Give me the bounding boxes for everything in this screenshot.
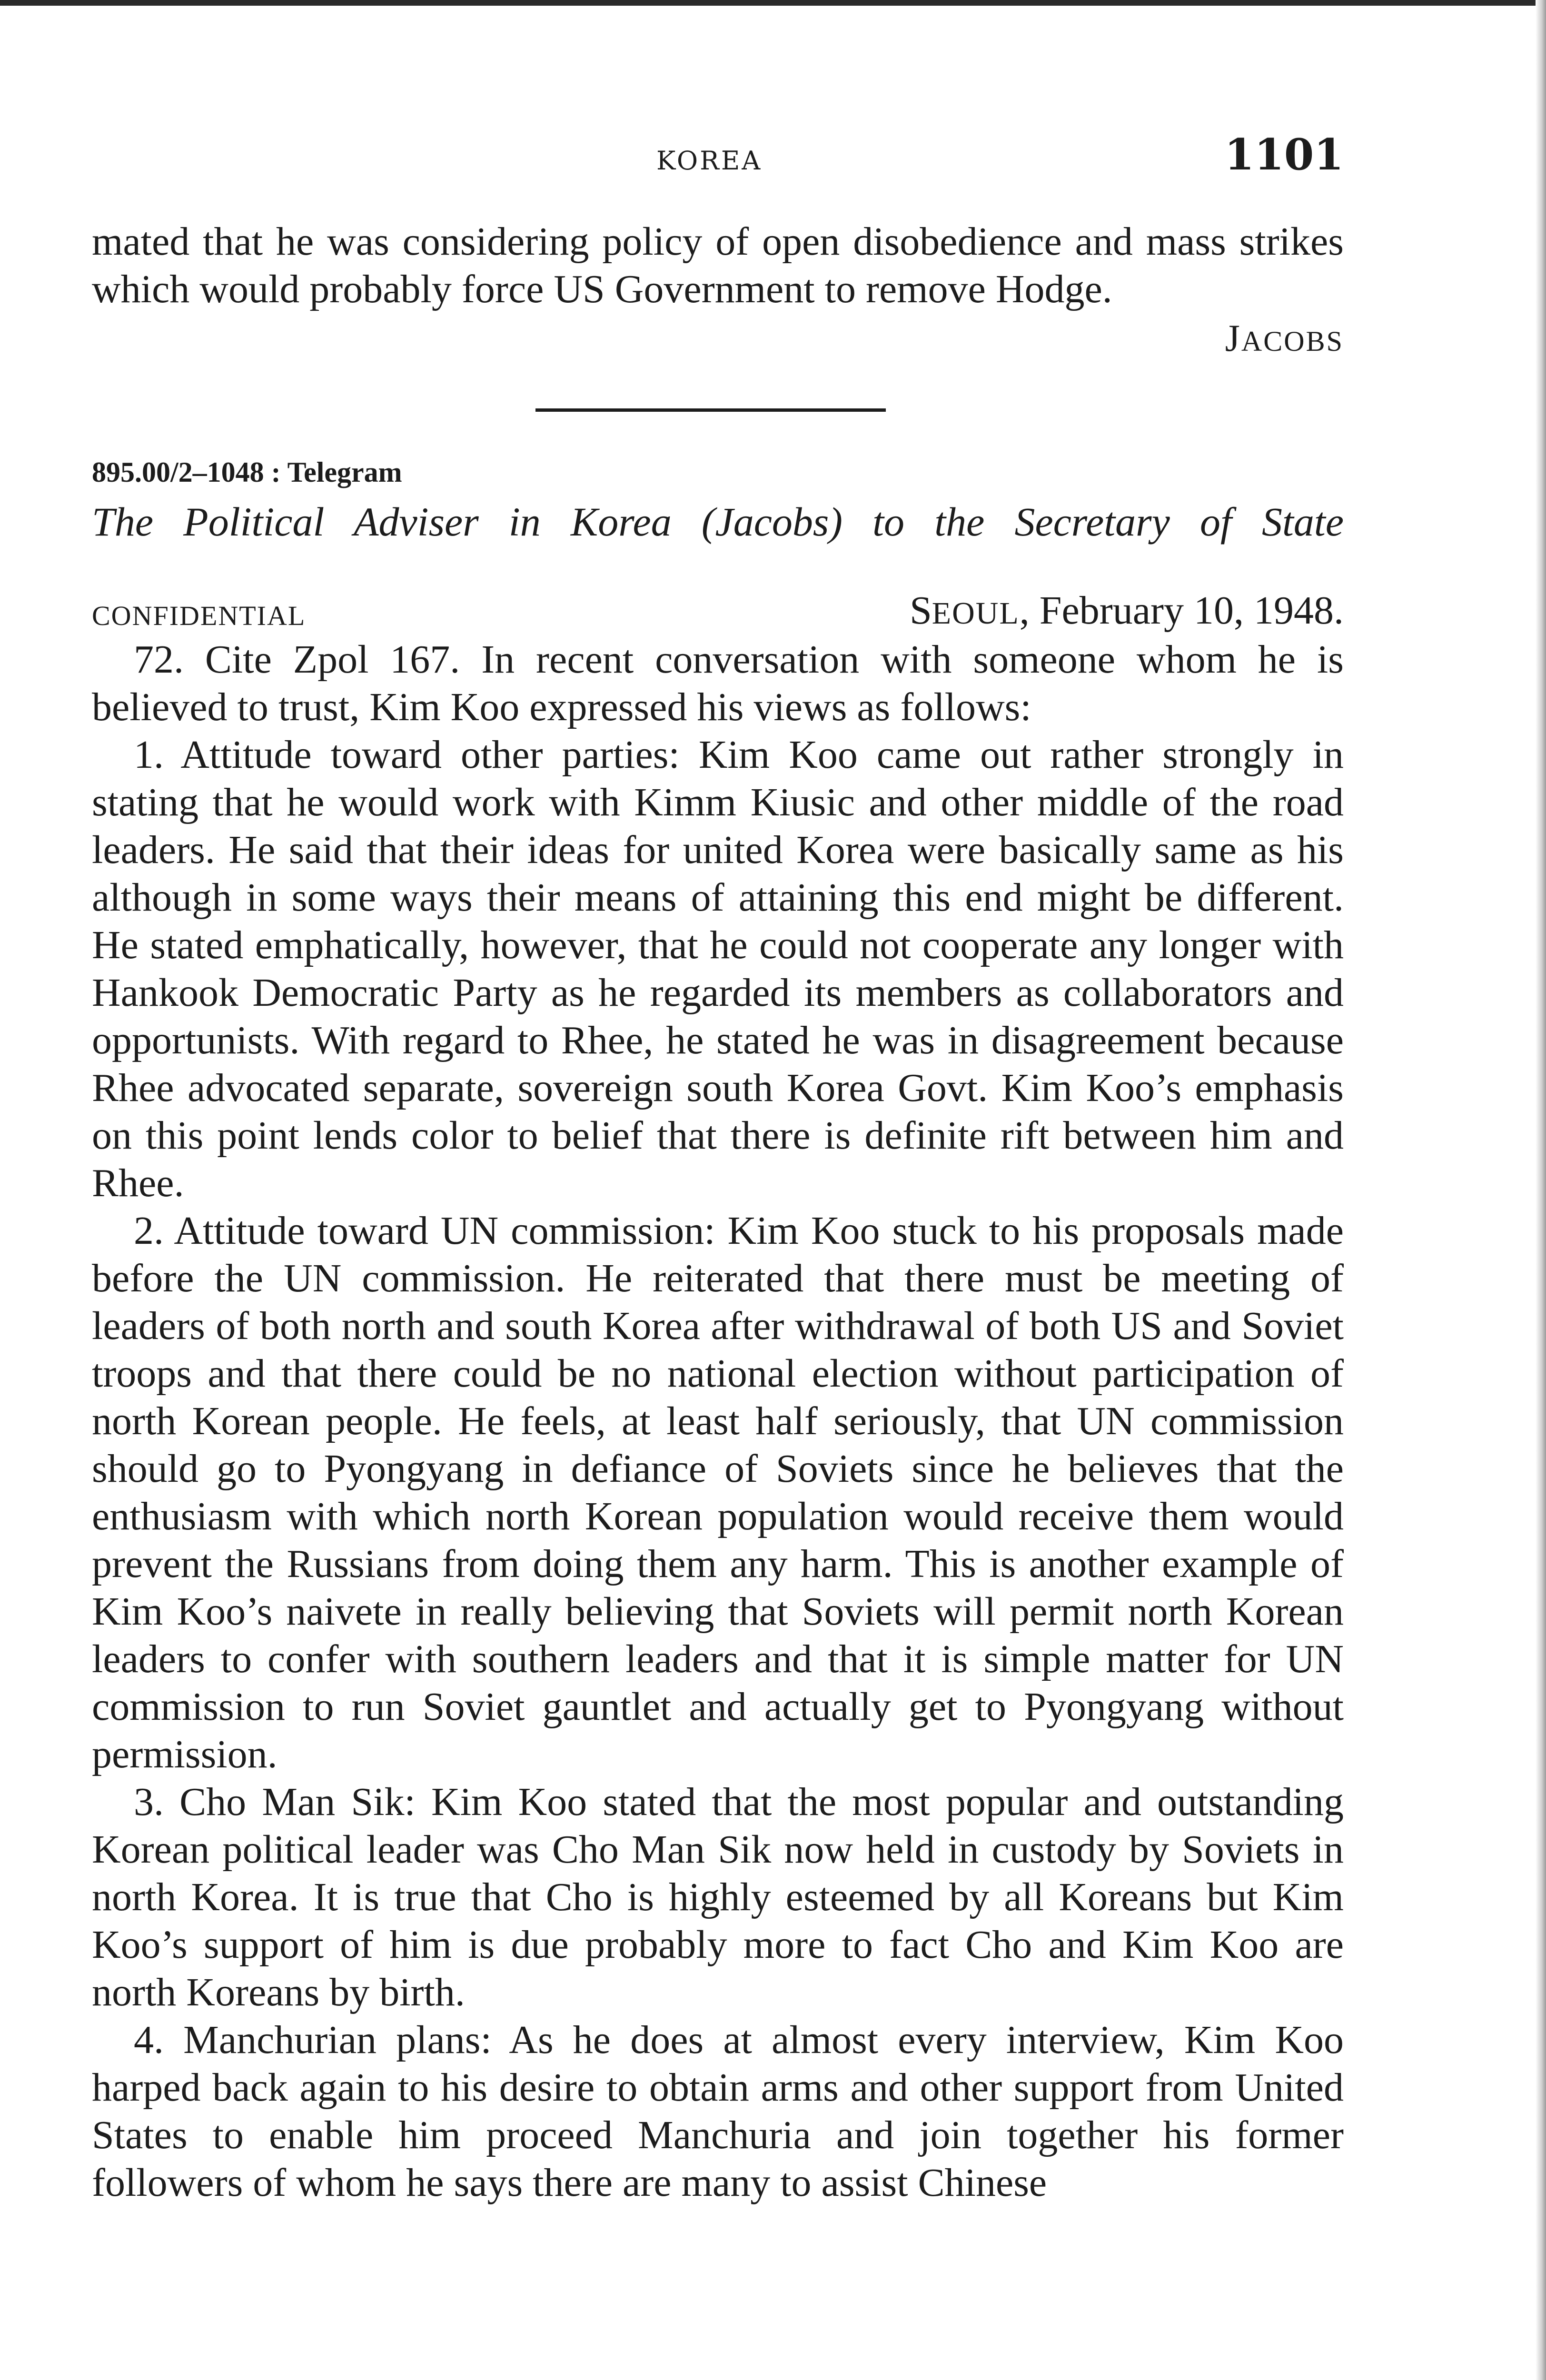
- place-date: [910, 587, 1344, 634]
- signature: [1225, 317, 1344, 360]
- place-rest: EOUL: [932, 596, 1020, 631]
- message-body: [92, 636, 1344, 2207]
- classification-label: CONFIDENTIAL: [92, 600, 306, 631]
- running-head-title: KOREA: [656, 146, 763, 176]
- scan-top-edge: [0, 0, 1546, 6]
- file-reference: 895.00/2–1048 : Telegram: [92, 456, 402, 488]
- document-title: The Political Adviser in Korea (Jacobs) to the Secretary of State: [92, 499, 1344, 545]
- date-text: , February 10, 1948.: [1019, 588, 1344, 633]
- paragraph-intro: 72. Cite Zpol 167. In recent conversation with someone whom he is believed to trust, Kim Koo expressed his views as follows:: [92, 637, 1344, 729]
- section-divider: [535, 408, 886, 412]
- signature-rest: ACOBS: [1241, 326, 1344, 357]
- signature-initial: J: [1225, 317, 1241, 359]
- page-number: 1101: [1224, 129, 1344, 180]
- paragraph-4-manchurian-plans: 4. Manchurian plans: As he does at almost every interview, Kim Koo harped back again to his desire to obtain arms and other support from United States to enable him proceed Manchuria and join together his former followers of whom he says there are many to assist Chinese: [92, 2018, 1344, 2205]
- paragraph-3-cho-man-sik: 3. Cho Man Sik: Kim Koo stated that the most popular and outstanding Korean political leader was Cho Man Sik now held in custody by Soviets in north Korea. It is true that Cho is highly esteemed by all Koreans but Kim Koo’s support of him is due probably more to fact Cho and Kim Koo are north Koreans by birth.: [92, 1780, 1344, 2014]
- running-head: [92, 129, 1344, 180]
- paragraph-2-un-commission: 2. Attitude toward UN commission: Kim Koo stuck to his proposals made before the UN commission. He reiterated that there must be meeting of leaders of both north and south Korea after withdrawal of both US and Soviet troops and that there could be no national election without participation of north Korean people. He feels, at least half seriously, that UN commission should go to Pyongyang in defiance of Soviets since he believes that the enthusiasm with which north Korean population would receive them would prevent the Russians from doing them any harm. This is another example of Kim Koo’s naivete in really believing that Soviets will permit north Korean leaders to confer with southern leaders and that it is simple matter for UN commission to run Soviet gauntlet and actually get to Pyongyang without permission.: [92, 1209, 1344, 1776]
- place-initial: S: [910, 588, 932, 633]
- continuation-paragraph: [92, 218, 1344, 313]
- continuation-text: mated that he was considering policy of open disobedience and mass strikes which would probably force US Government to remove Hodge.: [92, 219, 1344, 311]
- dateline: [92, 587, 1344, 640]
- paragraph-1-other-parties: 1. Attitude toward other parties: Kim Koo came out rather strongly in stating that he would work with Kimm Kiusic and other middle of the road leaders. He said that their ideas for united Korea were basically same as his although in some ways their means of attaining this end might be different. He stated emphatically, however, that he could not cooperate any longer with Hankook Democratic Party as he regarded its members as collaborators and opportunists. With regard to Rhee, he stated he was in disagreement because Rhee advocated separate, sovereign south Korea Govt. Kim Koo’s emphasis on this point lends color to belief that there is definite rift between him and Rhee.: [92, 733, 1344, 1205]
- scan-right-edge: [1536, 0, 1546, 2380]
